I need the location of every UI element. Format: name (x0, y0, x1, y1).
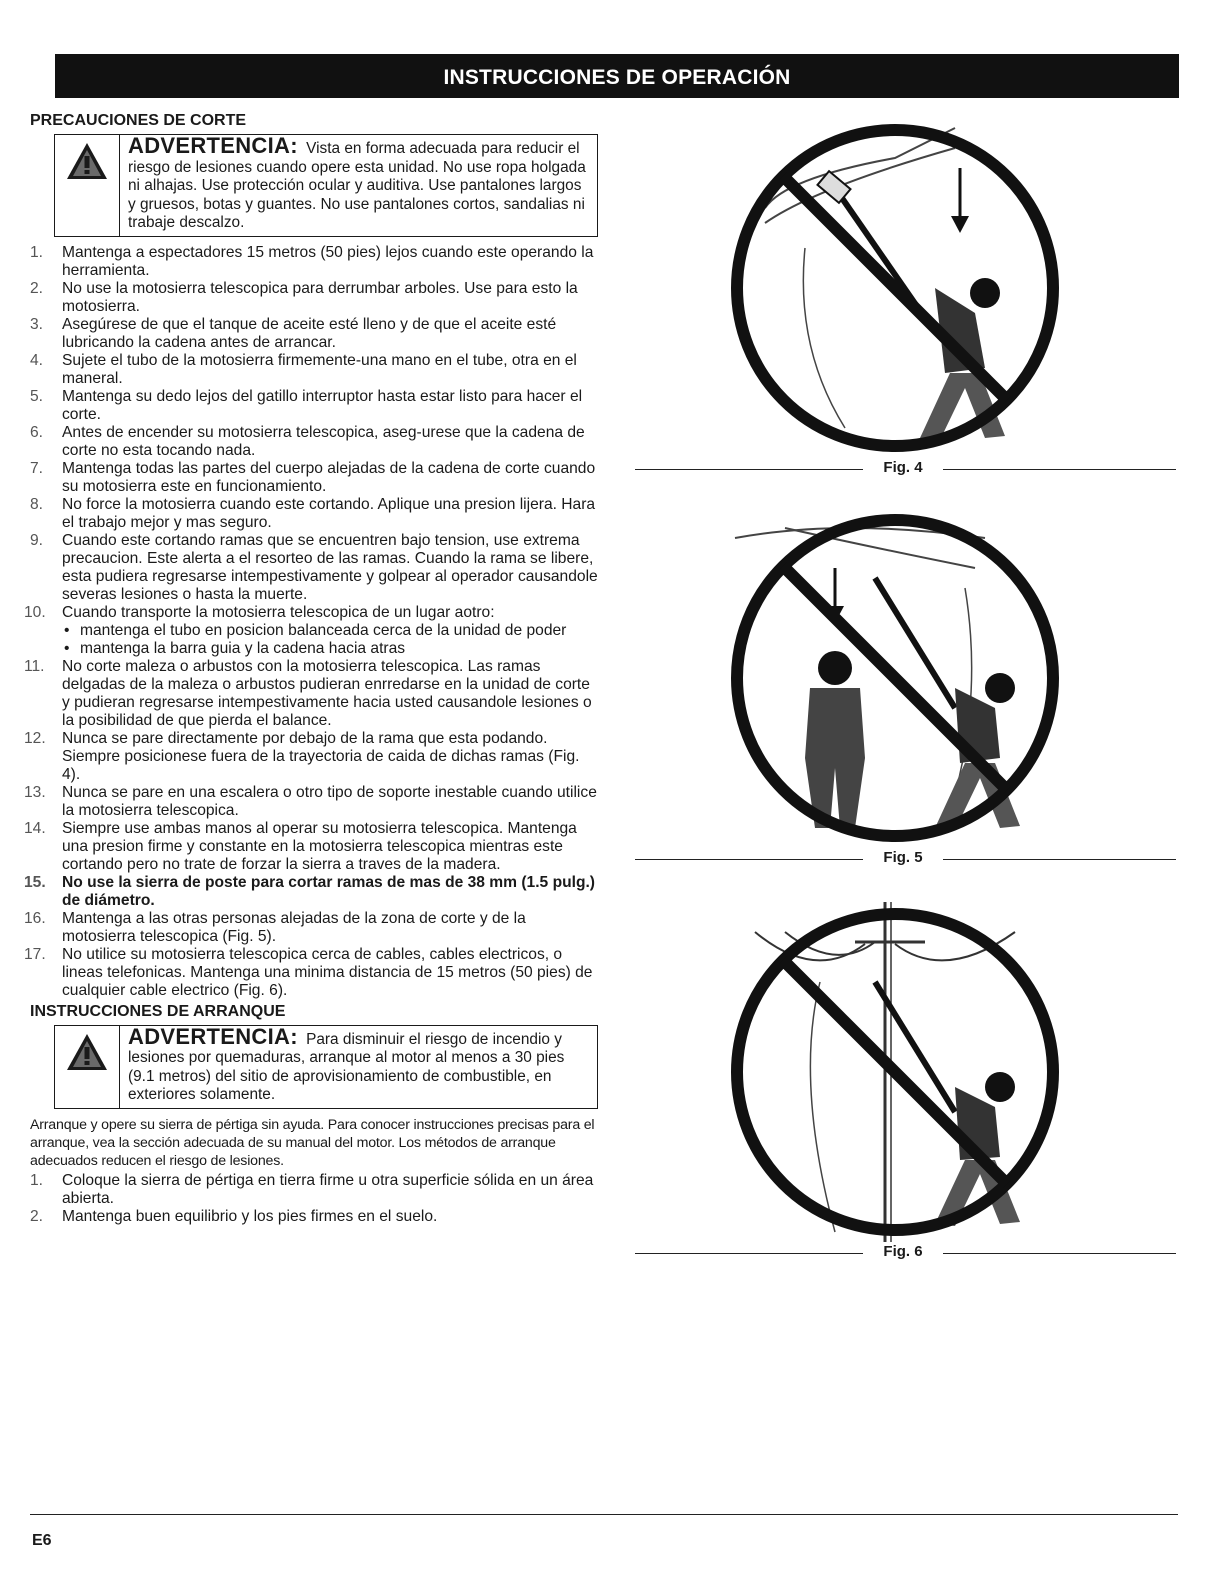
list-item: 16. Mantenga a las otras personas alejadas de la zona de corte y de la motosierra telescopica (Fig. 5). (24, 909, 526, 945)
list-item: 13. Nunca se pare en una escalera o otro tipo de soporte inestable cuando utilice la motosierra telescopica. (24, 783, 597, 819)
cutting-precautions-title: PRECAUCIONES DE CORTE (30, 112, 247, 129)
warning-icon-cell (55, 1026, 120, 1108)
figure-5 (630, 508, 1178, 870)
fig4-caption-text: Fig. 4 (883, 459, 923, 476)
bullet-item: • mantenga el tubo en posicion balanceada cerca de la unidad de poder (64, 621, 567, 639)
list-item: 1. Coloque la sierra de pértiga en tierra firme u otra superficie sólida en un área abierta. (30, 1171, 594, 1207)
starting-warning-box (54, 1025, 598, 1109)
fig5-illustration (725, 508, 1065, 848)
cutting-warning-box (54, 134, 598, 237)
list-item: 15. No use la sierra de poste para cortar ramas de mas de 38 mm (1.5 pulg.) de diámetro. (24, 873, 595, 909)
list-item: 8. No force la motosierra cuando este cortando. Aplique una presion lijera. Hara el trabajo mejor y mas seguro. (30, 495, 596, 531)
list-item: 3. Asegúrese de que el tanque de aceite esté lleno y de que el aceite esté lubricando la cadena antes de arrancar. (30, 315, 557, 351)
starting-warning-text (120, 1023, 597, 1108)
fig6-caption-text: Fig. 6 (883, 1243, 923, 1260)
warning-triangle-icon (65, 141, 109, 181)
list-item: 5. Mantenga su dedo lejos del gatillo interruptor hasta estar listo para hacer el corte. (30, 387, 583, 423)
footer-rule (30, 1514, 1178, 1515)
fig4-caption (630, 458, 1178, 480)
list-item: 6. Antes de encender su motosierra telescopica, aseg-urese que la cadena de corte no esta tocando nada. (30, 423, 585, 459)
fig5-caption-text: Fig. 5 (883, 849, 923, 866)
list-item: 7. Mantenga todas las partes del cuerpo alejadas de la cadena de corte cuando su motosierra este en funcionamiento. (30, 459, 596, 495)
cutting-list (24, 243, 600, 1000)
starting-list (30, 1172, 600, 1226)
list-item: 9. Cuando este cortando ramas que se encuentren bajo tension, use extrema precaucion. Este alerta a el resorteo de las ramas. Cuando la rama se libere, esta pudiera regresarse intempestivamente y golpear al operador causandole severas lesiones o hasta la muerte. (30, 531, 598, 603)
bullet-item: • mantenga la barra guia y la cadena hacia atras (64, 639, 406, 657)
figure-6 (630, 902, 1178, 1264)
list-item: 10. Cuando transporte la motosierra telescopica de un lugar aotro: • mantenga el tubo en posicion balanceada cerca de la unidad de poder • mantenga la barra guia y la cadena hacia atras (30, 604, 600, 658)
list-item: 2. Mantenga buen equilibrio y los pies firmes en el suelo. (30, 1207, 438, 1225)
warning-triangle-icon (65, 1032, 109, 1072)
list-item: 11. No corte maleza o arbustos con la motosierra telescopica. Las ramas delgadas de la maleza o arbustos pudieran enrredarse en la unidad de corte y pudieran regresarse intempestivamente hacia usted causandole lesiones o la posibilidad de que pierda el balance. (24, 657, 592, 729)
list-item: 12. Nunca se pare directamente por debajo de la rama que esta podando. Siempre posicionese fuera de la trayectoria de caida de dichas ramas (Fig. 4). (24, 729, 580, 783)
fig6-caption (630, 1242, 1178, 1264)
list-item: 1. Mantenga a espectadores 15 metros (50 pies) lejos cuando este operando la herramienta. (30, 243, 594, 279)
cutting-warning-text (120, 135, 597, 236)
list-item: 4. Sujete el tubo de la motosierra firmemente-una mano en el tube, otra en el maneral. (30, 351, 577, 387)
section-header: INSTRUCCIONES DE OPERACIÓN (55, 54, 1179, 98)
transport-bullets (62, 622, 600, 658)
list-item: 17. No utilice su motosierra telescopica cerca de cables, cables electricos, o lineas telefonicas. Mantenga una minima distancia de 15 metros (50 pies) de cualquier cable electrico (Fig. 6). (24, 945, 593, 999)
left-column (24, 112, 600, 1226)
warning-label: ADVERTENCIA: (128, 1023, 298, 1049)
warning-body: Para disminuir el riesgo de incendio y lesiones por quemaduras, arranque al motor al menos a 30 pies (9.1 metros) del sitio de aprovisionamiento de combustible, en exteriores solamente. (128, 1030, 565, 1103)
warning-body: Vista en forma adecuada para reducir el riesgo de lesiones cuando opere esta unidad. No use ropa holgada ni alhajas. Use protección ocular y auditiva. Use pantalones largos y gruesos, botas y guantes. No use pantalones cortos, sandalias ni trabaje descalzo. (128, 140, 586, 231)
warning-icon-cell (55, 135, 120, 236)
list-item: 14. Siempre use ambas manos al operar su motosierra telescopica. Mantenga una presion firme y constante en la motosierra telescopica mientras este cortando pero no trate de forzar la sierra a traves de la madera. (24, 819, 577, 873)
warning-label: ADVERTENCIA: (128, 133, 298, 158)
page-number: E6 (32, 1532, 52, 1549)
fig6-illustration (725, 902, 1065, 1242)
fig4-illustration (725, 118, 1065, 458)
figure-4 (630, 118, 1178, 480)
fig5-caption (630, 848, 1178, 870)
starting-paragraph: Arranque y opere su sierra de pértiga sin ayuda. Para conocer instrucciones precisas para el arranque, vea la sección adecuada de su manual del motor. Los métodos de arranque adecuados reducen el riesgo de lesiones. (30, 1116, 595, 1169)
starting-instructions-title: INSTRUCCIONES DE ARRANQUE (30, 1002, 286, 1020)
list-item: 2. No use la motosierra telescopica para derrumbar arboles. Use para esto la motosierra. (30, 279, 578, 315)
